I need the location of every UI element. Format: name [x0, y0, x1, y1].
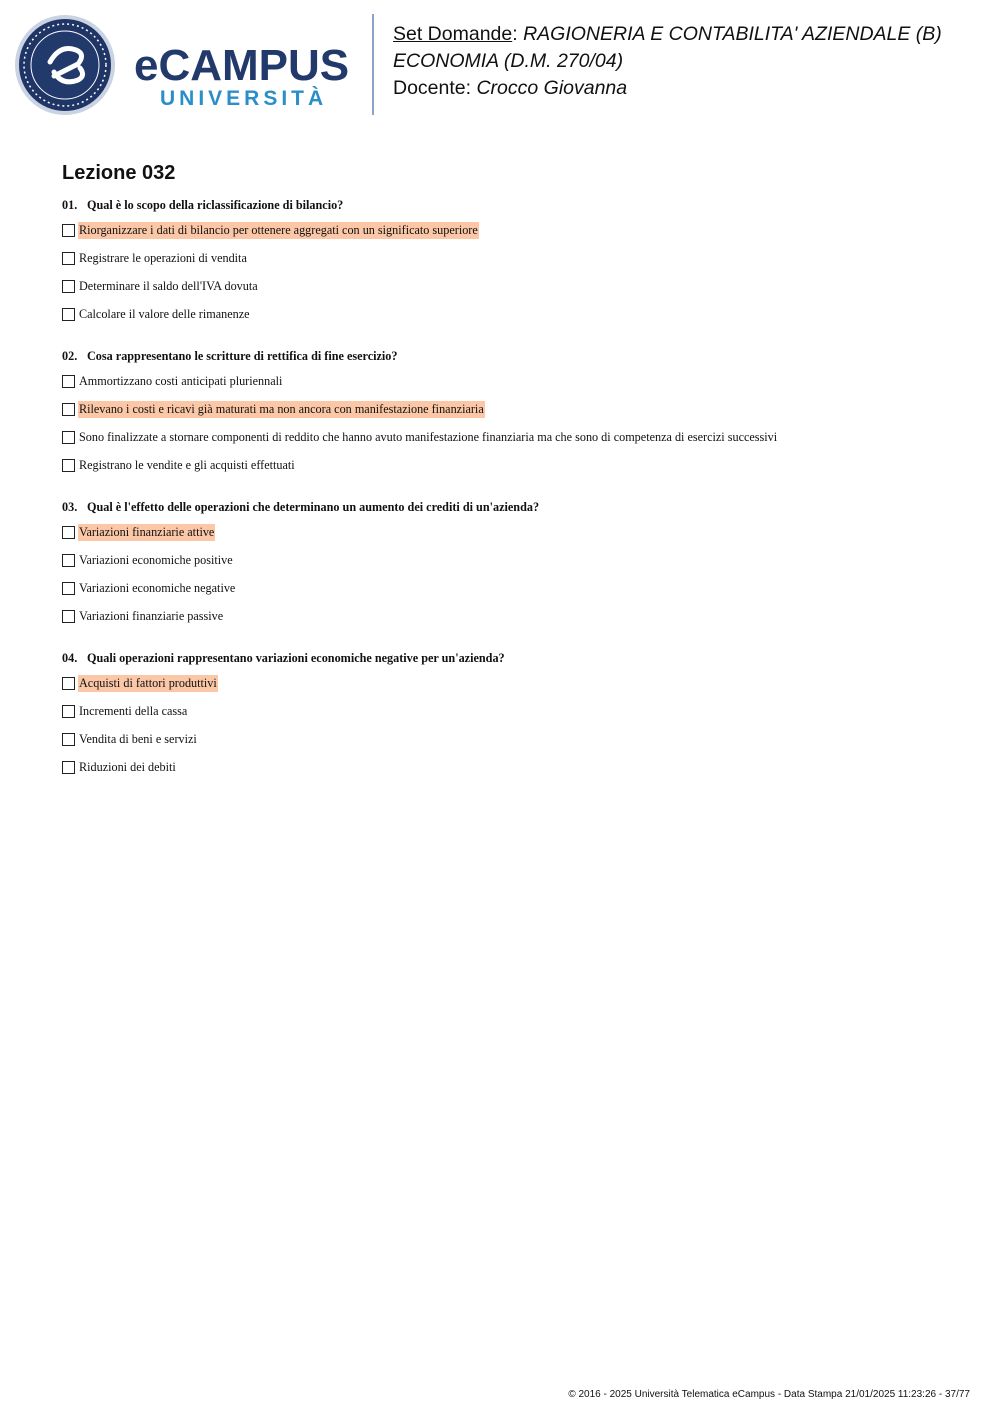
- question-spacer: [62, 637, 962, 650]
- answer-option[interactable]: [62, 251, 962, 279]
- ecampus-logo: [14, 14, 359, 118]
- question-label: Cosa rappresentano le scritture di rettifica di fine esercizio?: [87, 349, 398, 363]
- answer-text-correct: Acquisti di fattori produttivi: [79, 676, 217, 690]
- answer-option[interactable]: [62, 732, 962, 760]
- answer-checkbox[interactable]: [62, 252, 75, 265]
- answer-checkbox[interactable]: [62, 308, 75, 321]
- teacher-line: [393, 75, 983, 102]
- question-3: [62, 499, 962, 637]
- answer-option[interactable]: [62, 525, 962, 553]
- answer-checkbox[interactable]: [62, 280, 75, 293]
- answer-option[interactable]: [62, 553, 962, 581]
- teacher-label: Docente:: [393, 77, 477, 99]
- answer-option[interactable]: [62, 609, 962, 637]
- answer-option[interactable]: [62, 279, 962, 307]
- answer-option[interactable]: [62, 402, 962, 430]
- lesson-title: Lezione 032: [62, 162, 176, 184]
- answer-option[interactable]: [62, 307, 962, 335]
- answer-checkbox[interactable]: [62, 431, 75, 444]
- answer-text: Variazioni finanziarie passive: [79, 609, 224, 623]
- answer-text: Calcolare il valore delle rimanenze: [79, 307, 250, 321]
- question-number: 03.: [62, 500, 78, 514]
- answer-text-correct: Rilevano i costi e ricavi già maturati ma non ancora con manifestazione finanziaria: [79, 402, 484, 416]
- header-divider: [372, 14, 374, 115]
- question-label: Qual è l'effetto delle operazioni che determinano un aumento dei crediti di un'azienda?: [87, 500, 540, 514]
- course-title-line2: ECONOMIA (D.M. 270/04): [393, 50, 624, 72]
- answer-option[interactable]: [62, 676, 962, 704]
- question-2: [62, 348, 962, 486]
- answer-text-correct: Variazioni finanziarie attive: [79, 525, 215, 539]
- question-label: Quali operazioni rappresentano variazioni economiche negative per un'azienda?: [87, 651, 505, 665]
- ecampus-seal-icon: [14, 14, 124, 118]
- answer-option[interactable]: [62, 223, 962, 251]
- question-text: [62, 499, 962, 515]
- answer-text: Sono finalizzate a stornare componenti di reddito che hanno avuto manifestazione finanziaria ma che sono di competenza di esercizi successivi: [79, 430, 778, 444]
- answer-checkbox[interactable]: [62, 459, 75, 472]
- answer-text: Registrare le operazioni di vendita: [79, 251, 247, 265]
- question-number: 01.: [62, 198, 78, 212]
- answer-text-correct: Riorganizzare i dati di bilancio per ottenere aggregati con un significato superiore: [79, 223, 478, 237]
- answer-option[interactable]: [62, 430, 962, 458]
- set-line: [393, 21, 983, 48]
- question-number: 04.: [62, 651, 78, 665]
- answer-option[interactable]: [62, 458, 962, 486]
- page-footer: © 2016 - 2025 Università Telematica eCampus - Data Stampa 21/01/2025 11:23:26 - 37/77: [568, 1389, 970, 1400]
- answer-text: Registrano le vendite e gli acquisti effettuati: [79, 458, 295, 472]
- question-spacer: [62, 335, 962, 348]
- answer-text: Variazioni economiche negative: [79, 581, 236, 595]
- answer-checkbox[interactable]: [62, 733, 75, 746]
- brand-subtitle: UNIVERSITÀ: [160, 87, 328, 110]
- answer-option[interactable]: [62, 581, 962, 609]
- answer-text: Ammortizzano costi anticipati pluriennali: [79, 374, 283, 388]
- questions-list: [62, 197, 962, 788]
- answer-checkbox[interactable]: [62, 526, 75, 539]
- answer-checkbox[interactable]: [62, 610, 75, 623]
- answer-checkbox[interactable]: [62, 554, 75, 567]
- answer-text: Variazioni economiche positive: [79, 553, 233, 567]
- answer-option[interactable]: [62, 704, 962, 732]
- course-title-line1: RAGIONERIA E CONTABILITA' AZIENDALE (B): [523, 23, 942, 45]
- question-spacer: [62, 486, 962, 499]
- question-1: [62, 197, 962, 335]
- answer-checkbox[interactable]: [62, 677, 75, 690]
- teacher-name: Crocco Giovanna: [476, 77, 628, 99]
- answer-checkbox[interactable]: [62, 224, 75, 237]
- question-number: 02.: [62, 349, 78, 363]
- answer-checkbox[interactable]: [62, 705, 75, 718]
- answer-checkbox[interactable]: [62, 761, 75, 774]
- header-info: [393, 21, 983, 102]
- answer-option[interactable]: [62, 374, 962, 402]
- brand-name: eCAMPUS: [134, 41, 350, 90]
- answer-text: Vendita di beni e servizi: [79, 732, 197, 746]
- question-label: Qual è lo scopo della riclassificazione di bilancio?: [87, 198, 344, 212]
- set-separator: :: [512, 23, 524, 45]
- question-text: [62, 348, 962, 364]
- answer-text: Incrementi della cassa: [79, 704, 188, 718]
- answer-checkbox[interactable]: [62, 375, 75, 388]
- question-text: [62, 197, 962, 213]
- answer-text: Determinare il saldo dell'IVA dovuta: [79, 279, 258, 293]
- answer-checkbox[interactable]: [62, 582, 75, 595]
- page-header: [0, 0, 1000, 130]
- question-4: [62, 650, 962, 788]
- answer-option[interactable]: [62, 760, 962, 788]
- set-label: Set Domande: [393, 23, 513, 45]
- question-text: [62, 650, 962, 666]
- answer-checkbox[interactable]: [62, 403, 75, 416]
- answer-text: Riduzioni dei debiti: [79, 760, 176, 774]
